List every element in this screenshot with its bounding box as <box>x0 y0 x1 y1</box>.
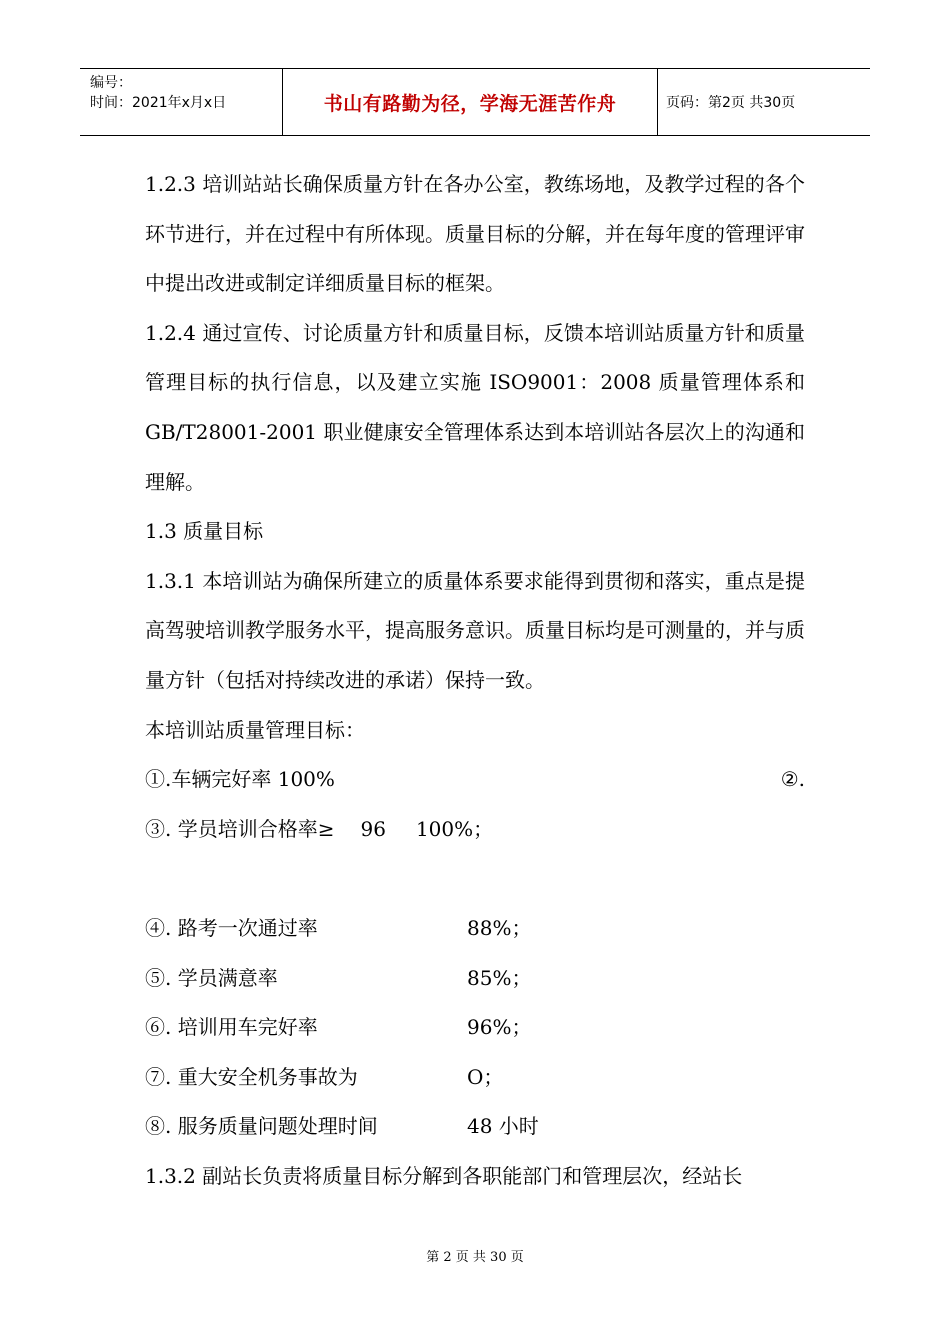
section-heading-1-3: 1.3 质量目标 <box>145 519 264 544</box>
goal-5-value: 85%； <box>467 965 532 990</box>
goal-3-label: ③. 学员培训合格率≥ <box>145 816 335 841</box>
paragraph-1-3-2: 1.3.2 副站长负责将质量目标分解到各职能部门和管理层次，经站长 <box>145 1163 743 1188</box>
header-date-label: 时间：2021年x月x日 <box>90 95 227 111</box>
goal-1-label: ①.车辆完好率 100% <box>145 767 335 792</box>
goal-row-8 <box>145 1102 805 1152</box>
paragraph-1-2-4: 1.2.4 通过宣传、讨论质量方针和质量目标，反馈本培训站质量方针和质量管理目标的执行信息，以及建立实施 ISO9001：2008 质量管理体系和 GB/T28001-2001 职业健康安全管理体系达到本培训站各层次上的沟通和理解。 <box>145 320 805 494</box>
header-meta-cell <box>80 69 283 135</box>
header-number-label: 编号： <box>90 75 132 91</box>
goal-3-value-2: 100%； <box>415 816 494 841</box>
goal-row-3 <box>145 805 805 855</box>
goal-7-label: ⑦. 重大安全机务事故为 <box>145 1064 358 1089</box>
goal-8-label: ⑧. 服务质量问题处理时间 <box>145 1114 378 1139</box>
paragraph-1-3-1: 1.3.1 本培训站为确保所建立的质量体系要求能得到贯彻和落实，重点是提高驾驶培训教学服务水平，提高服务意识。质量目标均是可测量的，并与质量方针（包括对持续改进的承诺）保持一致。 <box>145 568 805 692</box>
goal-row-1 <box>145 755 805 805</box>
goal-8-value: 48 小时 <box>467 1114 539 1139</box>
paragraph-1-2-3: 1.2.3 培训站站长确保质量方针在各办公室，教练场地，及教学过程的各个环节进行，并在过程中有所体现。质量目标的分解，并在每年度的管理评审中提出改进或制定详细质量目标的框架。 <box>145 172 805 296</box>
page-footer: 第 2 页 共 30 页 <box>426 1250 524 1265</box>
goal-2-marker: ②. <box>780 767 805 792</box>
goal-4-label: ④. 路考一次通过率 <box>145 915 318 940</box>
document-body <box>145 160 805 1201</box>
goal-row-7 <box>145 1053 805 1103</box>
blank-line <box>145 854 805 904</box>
page-header <box>80 68 870 136</box>
goal-5-label: ⑤. 学员满意率 <box>145 965 278 990</box>
goal-7-value: O； <box>467 1064 504 1089</box>
goal-row-6 <box>145 1003 805 1053</box>
goal-3-value-1: 96 <box>360 816 386 841</box>
header-page-info: 页码：第2页 共30页 <box>666 95 796 111</box>
goal-4-value: 88%； <box>467 915 532 940</box>
header-motto: 书山有路勤为径，学海无涯苦作舟 <box>283 69 658 135</box>
goal-6-value: 96%； <box>467 1015 532 1040</box>
goal-6-label: ⑥. 培训用车完好率 <box>145 1015 318 1040</box>
goals-intro: 本培训站质量管理目标： <box>145 717 365 742</box>
goal-row-4 <box>145 904 805 954</box>
goal-row-5 <box>145 954 805 1004</box>
